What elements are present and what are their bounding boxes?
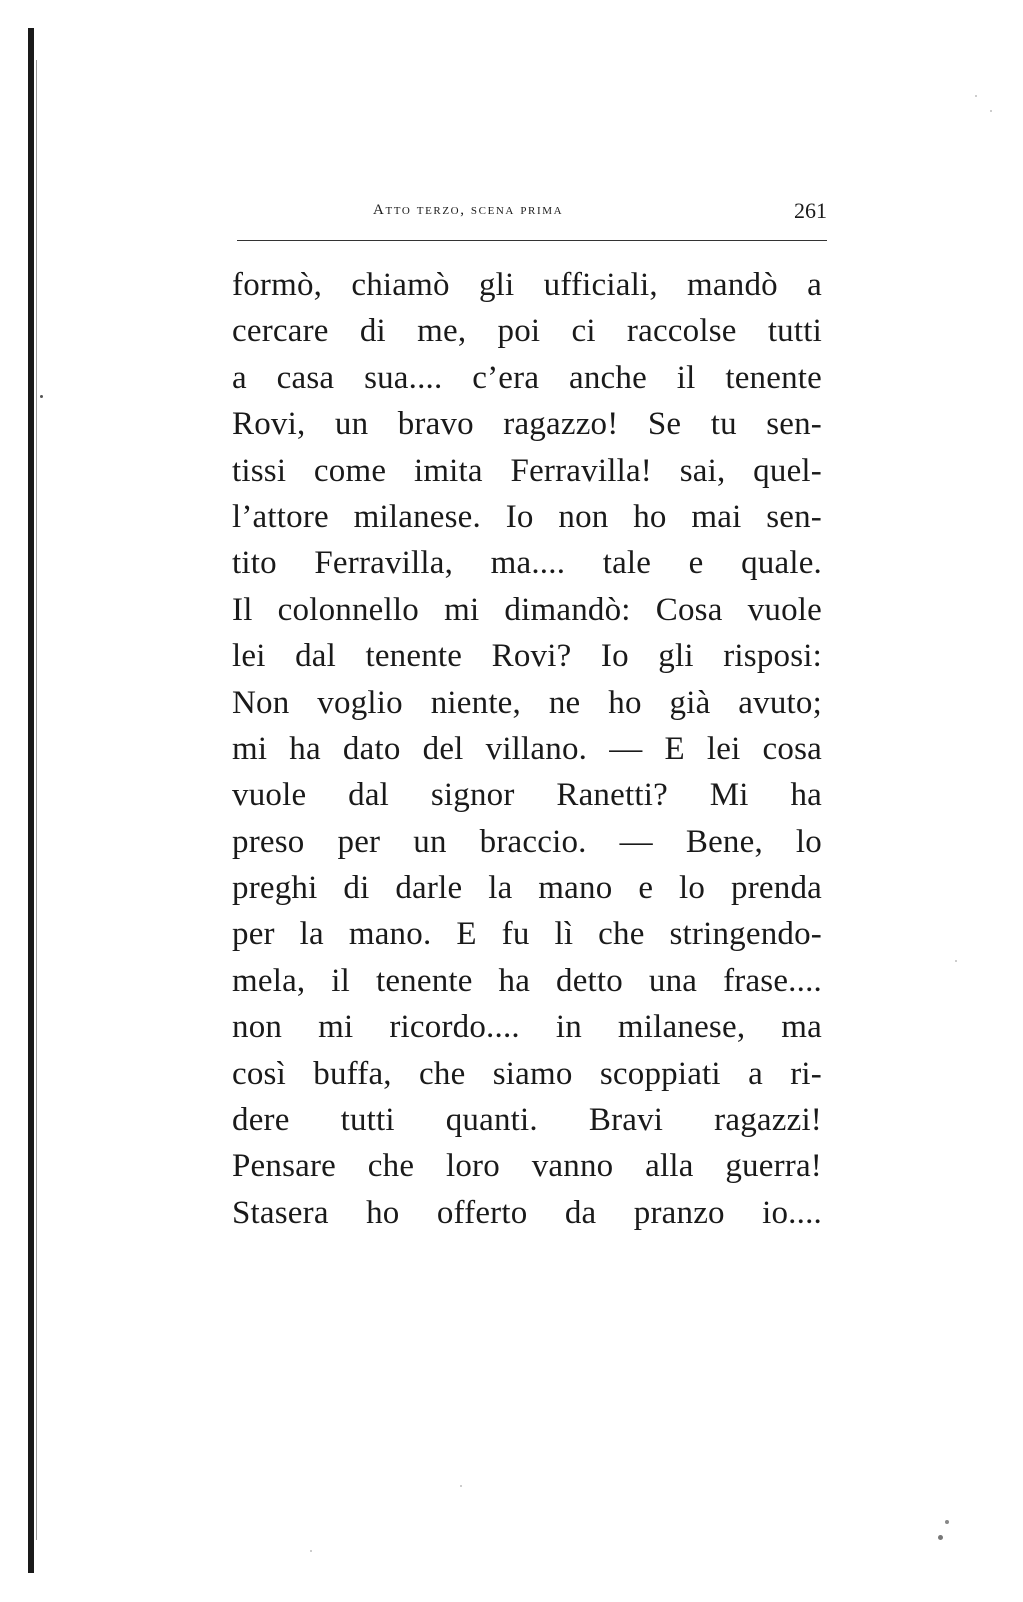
text-line: preghi di darle la mano e lo prenda: [232, 870, 822, 907]
body-text: [232, 262, 822, 1236]
scan-speck: [945, 1520, 949, 1524]
text-line: Il colonnello mi dimandò: Cosa vuole: [232, 591, 822, 628]
binding-edge: [28, 28, 34, 1573]
text-line: Non voglio niente, ne ho già avuto;: [232, 684, 822, 721]
text-line: così buffa, che siamo scoppiati a ri-: [232, 1055, 822, 1092]
text-line: formò, chiamò gli ufficiali, mandò a: [232, 267, 822, 303]
text-line: tito Ferravilla, ma.... tale e quale.: [232, 545, 822, 582]
text-line: Pensare che loro vanno alla guerra!: [232, 1148, 822, 1185]
text-line: mi ha dato del villano. — E lei cosa: [232, 730, 822, 767]
text-line: Rovi, un bravo ragazzo! Se tu sen-: [232, 406, 822, 443]
scan-speck: [40, 395, 43, 398]
text-line: a casa sua.... c’era anche il tenente: [232, 359, 822, 396]
text-line: Stasera ho offerto da pranzo io....: [232, 1194, 822, 1231]
text-line: per la mano. E fu lì che stringendo-: [232, 916, 822, 953]
running-head-title: Atto terzo, scena prima: [373, 202, 564, 218]
text-line: cercare di me, poi ci raccolse tutti: [232, 313, 822, 350]
text-line: dere tutti quanti. Bravi ragazzi!: [232, 1102, 822, 1139]
scan-speck: [938, 1535, 943, 1540]
scan-speck: [990, 110, 992, 112]
scan-speck: [310, 1550, 312, 1552]
text-line: tissi come imita Ferravilla! sai, quel-: [232, 452, 822, 489]
text-line: lei dal tenente Rovi? Io gli risposi:: [232, 638, 822, 675]
running-head: [237, 198, 827, 228]
scan-speck: [460, 1485, 462, 1487]
text-line: non mi ricordo.... in milanese, ma: [232, 1009, 822, 1046]
page-number: 261: [794, 198, 827, 223]
text-line: mela, il tenente ha detto una frase....: [232, 962, 822, 999]
binding-shadow: [36, 60, 37, 1540]
text-line: vuole dal signor Ranetti? Mi ha: [232, 777, 822, 814]
scan-speck: [955, 960, 957, 962]
text-line: l’attore milanese. Io non ho mai sen-: [232, 498, 822, 535]
scan-speck: [975, 95, 977, 97]
text-line: preso per un braccio. — Bene, lo: [232, 823, 822, 860]
header-rule: [237, 240, 827, 241]
